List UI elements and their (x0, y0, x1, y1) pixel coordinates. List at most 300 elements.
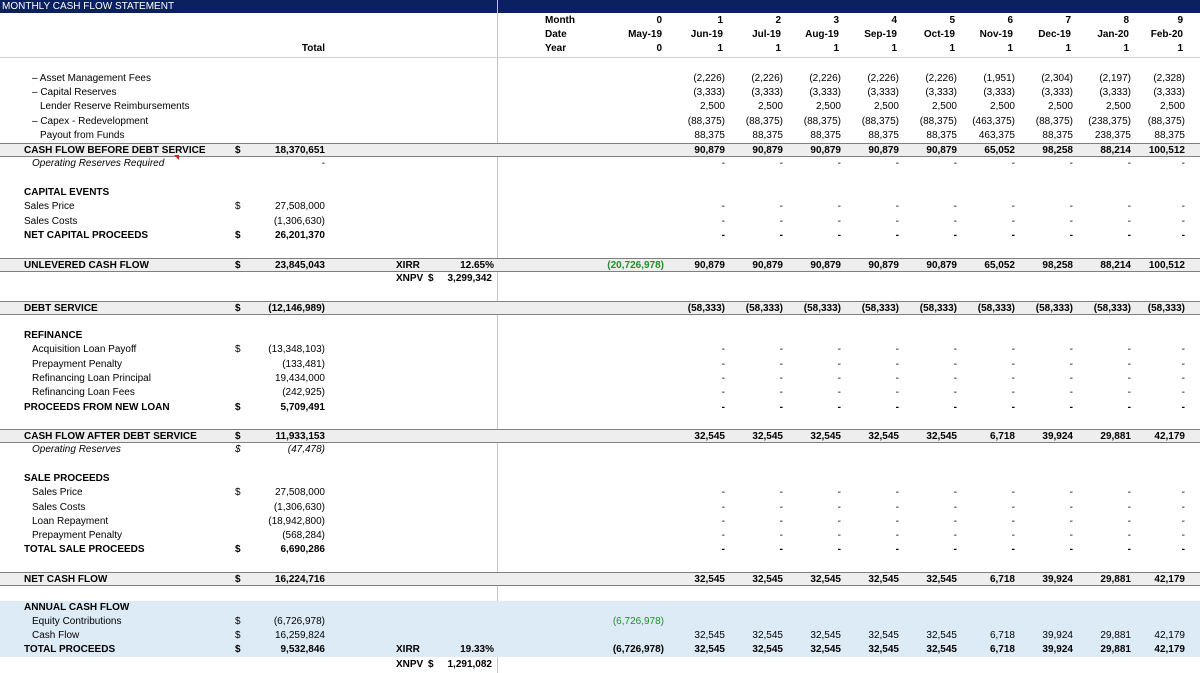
sheet-row (0, 229, 1200, 243)
month-value: - (1069, 230, 1073, 241)
month-value: 88,375 (1042, 130, 1073, 141)
month-value: 32,545 (752, 431, 783, 442)
month-value: 39,924 (1042, 431, 1073, 442)
month-value: - (953, 402, 957, 413)
row-total: (6,726,978) (273, 616, 325, 627)
month-value: - (895, 359, 899, 370)
month-value: - (721, 373, 725, 384)
currency-symbol: $ (235, 574, 241, 585)
sheet-row (0, 601, 1200, 615)
month-value: 88,375 (1154, 130, 1185, 141)
month-value: 2,500 (989, 101, 1015, 112)
xnpv-currency: $ (428, 273, 434, 284)
month-value: 32,545 (926, 644, 957, 655)
month-value: 88,375 (752, 130, 783, 141)
month-value: 32,545 (810, 630, 841, 641)
currency-symbol: $ (235, 260, 241, 271)
month-value: - (953, 487, 957, 498)
month-value: 88,375 (868, 130, 899, 141)
month-value: - (837, 359, 841, 370)
month-value: 39,924 (1042, 644, 1073, 655)
month-value: - (1011, 402, 1015, 413)
month-value: 32,545 (694, 574, 725, 585)
row-label: Payout from Funds (40, 130, 125, 141)
month-value: - (779, 201, 783, 212)
month-value: - (1181, 516, 1185, 527)
month-value: - (1011, 201, 1015, 212)
row-label: Sales Costs (32, 502, 86, 513)
row-label: Refinancing Loan Principal (32, 373, 151, 384)
month-value: 2,500 (873, 101, 899, 112)
month-value: 32,545 (810, 574, 841, 585)
month-value: - (779, 516, 783, 527)
month-value: - (721, 487, 725, 498)
month-value: (2,226) (925, 73, 957, 84)
currency-symbol: $ (235, 644, 241, 655)
month-value: - (1011, 544, 1015, 555)
month-value: - (1069, 516, 1073, 527)
month-value: - (837, 530, 841, 541)
header-year-cell: 1 (1123, 43, 1129, 54)
month-value: - (1011, 158, 1015, 169)
xnpv-label: XNPV (396, 659, 424, 670)
month-value: 90,879 (868, 260, 899, 271)
month-value: (88,375) (1035, 116, 1073, 127)
header-date-cell: Jun-19 (690, 29, 723, 40)
month-value: - (1181, 544, 1185, 555)
header-date-cell: Jan-20 (1097, 29, 1129, 40)
month-value: - (1069, 216, 1073, 227)
month-value: - (1181, 344, 1185, 355)
month-value: - (1011, 530, 1015, 541)
month-value: - (953, 373, 957, 384)
month-value: (88,375) (1147, 116, 1185, 127)
row-label: NET CASH FLOW (24, 574, 108, 585)
month-value: - (1011, 502, 1015, 513)
row-label: TOTAL PROCEEDS (24, 644, 116, 655)
month-value: 42,179 (1154, 644, 1185, 655)
month-value: - (721, 158, 725, 169)
month-value: - (953, 516, 957, 527)
month-value: (463,375) (972, 116, 1015, 127)
month-value: - (1127, 359, 1131, 370)
month-value: - (837, 201, 841, 212)
row-total: 16,259,824 (274, 630, 325, 641)
month-value: - (1127, 158, 1131, 169)
month-value: (58,333) (1147, 303, 1185, 314)
month-value: (58,333) (1035, 303, 1073, 314)
header-year-cell: 1 (833, 43, 839, 54)
row-total: 26,201,370 (274, 230, 325, 241)
month-value: (88,375) (687, 116, 725, 127)
month-value: - (1181, 387, 1185, 398)
month-value: 90,879 (926, 260, 957, 271)
month-value: - (1069, 487, 1073, 498)
xnpv-value: 1,291,082 (447, 659, 492, 670)
row-total: 5,709,491 (280, 402, 325, 413)
header-year-cell: 0 (656, 43, 662, 54)
month-value: 2,500 (931, 101, 957, 112)
month-value: (3,333) (925, 87, 957, 98)
month-value: 2,500 (1159, 101, 1185, 112)
month-value: - (895, 373, 899, 384)
row-total: (13,348,103) (268, 344, 325, 355)
currency-symbol: $ (235, 402, 241, 413)
month-value: 32,545 (752, 644, 783, 655)
month-value: (3,333) (1099, 87, 1131, 98)
sheet-row (0, 501, 1200, 515)
month-value: - (895, 230, 899, 241)
sheet-row (0, 200, 1200, 214)
row-total: - (321, 158, 325, 169)
month-value: - (1127, 344, 1131, 355)
month-value: 463,375 (978, 130, 1015, 141)
xirr-value: 12.65% (460, 260, 494, 271)
month-value: - (1069, 359, 1073, 370)
month-value: - (779, 158, 783, 169)
month-value: - (1127, 516, 1131, 527)
month-value: - (837, 387, 841, 398)
sheet-row (0, 543, 1200, 557)
row-label: UNLEVERED CASH FLOW (24, 260, 149, 271)
month-value: - (953, 201, 957, 212)
month-value: - (779, 387, 783, 398)
row-label: Operating Reserves Required (32, 158, 165, 169)
row-total: 16,224,716 (274, 574, 325, 585)
sheet-row (0, 486, 1200, 500)
row-total: 19,434,000 (274, 373, 325, 384)
header-year-cell: 1 (1007, 43, 1013, 54)
month-value: - (895, 516, 899, 527)
row-label: Sales Price (32, 487, 83, 498)
month-value: - (837, 502, 841, 513)
xirr-label: XIRR (396, 644, 420, 655)
row-label: Sales Price (24, 201, 75, 212)
header-separator (0, 57, 1200, 58)
month-value: - (837, 216, 841, 227)
row-total: 11,933,153 (275, 431, 325, 442)
row-label: DEBT SERVICE (24, 303, 98, 314)
month-value: - (721, 344, 725, 355)
row-total: 23,845,043 (274, 260, 325, 271)
row-label: – Capex - Redevelopment (32, 116, 149, 127)
row-total: (133,481) (282, 359, 325, 370)
currency-symbol: $ (235, 303, 241, 314)
month-value: - (953, 502, 957, 513)
xnpv-currency: $ (428, 659, 434, 670)
month-value: - (1127, 487, 1131, 498)
month-value: - (895, 402, 899, 413)
sheet-row (0, 386, 1200, 400)
header-year-cell: 1 (1065, 43, 1071, 54)
month-value: - (1181, 216, 1185, 227)
month-value: 32,545 (810, 431, 841, 442)
month-value: - (721, 516, 725, 527)
month-value: (20,726,978) (607, 260, 664, 271)
month-value: (58,333) (745, 303, 783, 314)
month-value: - (895, 544, 899, 555)
month-value: - (1181, 402, 1185, 413)
month-value: - (1069, 402, 1073, 413)
currency-symbol: $ (235, 444, 241, 455)
sheet-row (0, 358, 1200, 372)
row-label: Acquisition Loan Payoff (32, 344, 137, 355)
sheet-row (0, 157, 1200, 171)
month-value: (238,375) (1088, 116, 1131, 127)
currency-symbol: $ (235, 344, 241, 355)
header-row-label: Month (545, 15, 575, 26)
month-value: 6,718 (989, 574, 1015, 585)
month-value: 32,545 (694, 431, 725, 442)
month-value: 2,500 (815, 101, 841, 112)
month-value: - (1011, 373, 1015, 384)
month-value: - (779, 344, 783, 355)
currency-symbol: $ (235, 630, 241, 641)
row-total: (47,478) (287, 444, 325, 455)
row-total: 27,508,000 (274, 201, 325, 212)
month-value: - (895, 387, 899, 398)
month-value: (3,333) (983, 87, 1015, 98)
month-value: - (1181, 230, 1185, 241)
header-month-cell: 9 (1177, 15, 1183, 26)
header-date-cell: Aug-19 (805, 29, 839, 40)
month-value: - (1127, 387, 1131, 398)
month-value: (6,726,978) (612, 616, 664, 627)
currency-symbol: $ (235, 616, 241, 627)
sheet-row (0, 343, 1200, 357)
month-value: 6,718 (989, 644, 1015, 655)
month-value: (3,333) (1153, 87, 1185, 98)
sheet-row (0, 86, 1200, 100)
header-year-cell: 1 (775, 43, 781, 54)
month-value: - (721, 502, 725, 513)
sheet-row (0, 258, 1200, 272)
month-value: - (1011, 230, 1015, 241)
month-value: (2,226) (693, 73, 725, 84)
row-total: (568,284) (282, 530, 325, 541)
month-value: 65,052 (984, 145, 1015, 156)
month-value: - (895, 487, 899, 498)
month-value: - (1011, 387, 1015, 398)
month-value: 90,879 (694, 145, 725, 156)
sheet-row (0, 572, 1200, 586)
row-label: ANNUAL CASH FLOW (24, 602, 130, 613)
month-value: (1,951) (983, 73, 1015, 84)
month-value: 98,258 (1042, 145, 1073, 156)
row-label: Cash Flow (32, 630, 80, 641)
month-value: 88,214 (1100, 145, 1131, 156)
total-column-header: Total (301, 43, 325, 54)
month-value: - (837, 158, 841, 169)
month-value: - (1127, 402, 1131, 413)
month-value: - (1069, 158, 1073, 169)
month-value: - (1127, 216, 1131, 227)
month-value: 32,545 (694, 644, 725, 655)
row-label: Operating Reserves (32, 444, 121, 455)
month-value: - (779, 487, 783, 498)
month-value: 90,879 (810, 145, 841, 156)
month-value: 65,052 (984, 260, 1015, 271)
month-value: - (953, 344, 957, 355)
month-value: - (1011, 487, 1015, 498)
month-value: - (1181, 487, 1185, 498)
month-value: (3,333) (751, 87, 783, 98)
month-value: - (779, 230, 783, 241)
month-value: 90,879 (868, 145, 899, 156)
row-total: 6,690,286 (280, 544, 325, 555)
month-value: - (1069, 201, 1073, 212)
sheet-row (0, 143, 1200, 157)
xirr-label: XIRR (396, 260, 420, 271)
month-value: - (779, 544, 783, 555)
month-value: - (721, 201, 725, 212)
month-value: - (721, 387, 725, 398)
month-value: 88,214 (1100, 260, 1131, 271)
month-value: 2,500 (757, 101, 783, 112)
row-total: 27,508,000 (274, 487, 325, 498)
month-value: - (1069, 387, 1073, 398)
xirr-value: 19.33% (460, 644, 494, 655)
month-value: 32,545 (926, 630, 957, 641)
sheet-row (0, 615, 1200, 629)
month-value: - (1127, 373, 1131, 384)
header-date-cell: May-19 (628, 29, 662, 40)
month-value: 32,545 (868, 574, 899, 585)
row-label: REFINANCE (24, 330, 83, 341)
month-value: - (837, 516, 841, 527)
month-value: - (779, 373, 783, 384)
month-value: 32,545 (752, 574, 783, 585)
row-label: PROCEEDS FROM NEW LOAN (24, 402, 170, 413)
row-label: Loan Repayment (32, 516, 109, 527)
month-value: 39,924 (1042, 574, 1073, 585)
month-value: 42,179 (1154, 574, 1185, 585)
sheet-row (0, 401, 1200, 415)
month-value: 88,375 (810, 130, 841, 141)
row-label: Prepayment Penalty (32, 359, 123, 370)
month-value: 90,879 (810, 260, 841, 271)
sheet-row (0, 215, 1200, 229)
header-month-cell: 3 (833, 15, 839, 26)
sheet-title: MONTHLY CASH FLOW STATEMENT (2, 1, 175, 12)
month-value: - (779, 530, 783, 541)
sheet-row (0, 372, 1200, 386)
month-value: 6,718 (989, 630, 1015, 641)
month-value: - (1181, 359, 1185, 370)
month-value: 2,500 (1105, 101, 1131, 112)
row-total: 9,532,846 (280, 644, 325, 655)
month-value: 32,545 (810, 644, 841, 655)
row-label: Lender Reserve Reimbursements (40, 101, 190, 112)
header-month-cell: 6 (1007, 15, 1013, 26)
month-value: (6,726,978) (612, 644, 664, 655)
row-label: Refinancing Loan Fees (32, 387, 135, 398)
sheet-row (0, 100, 1200, 114)
month-value: 90,879 (694, 260, 725, 271)
month-value: (58,333) (687, 303, 725, 314)
month-value: - (1127, 502, 1131, 513)
month-value: - (953, 216, 957, 227)
month-value: (2,226) (751, 73, 783, 84)
month-value: 90,879 (752, 145, 783, 156)
month-value: (2,304) (1041, 73, 1073, 84)
row-label: CASH FLOW AFTER DEBT SERVICE (24, 431, 197, 442)
header-row-label: Date (545, 29, 567, 40)
month-value: (58,333) (919, 303, 957, 314)
month-value: - (1181, 373, 1185, 384)
sheet-row (0, 429, 1200, 443)
row-label: Sales Costs (24, 216, 78, 227)
row-label: NET CAPITAL PROCEEDS (24, 230, 149, 241)
month-value: (2,226) (867, 73, 899, 84)
currency-symbol: $ (235, 544, 241, 555)
month-value: - (721, 216, 725, 227)
header-date-cell: Sep-19 (864, 29, 897, 40)
row-total: (242,925) (282, 387, 325, 398)
header-month-cell: 1 (717, 15, 723, 26)
header-date-cell: Nov-19 (979, 29, 1013, 40)
month-value: 29,881 (1100, 431, 1131, 442)
sheet-row (0, 472, 1200, 486)
month-value: - (895, 201, 899, 212)
month-value: (3,333) (1041, 87, 1073, 98)
row-label: SALE PROCEEDS (24, 473, 110, 484)
row-total: (1,306,630) (273, 502, 325, 513)
month-value: 32,545 (752, 630, 783, 641)
header-date-cell: Dec-19 (1038, 29, 1071, 40)
currency-symbol: $ (235, 145, 241, 156)
header-year-cell: 1 (891, 43, 897, 54)
sheet-row (0, 658, 1200, 672)
month-value: (3,333) (693, 87, 725, 98)
header-month-cell: 7 (1065, 15, 1071, 26)
month-value: 2,500 (1047, 101, 1073, 112)
month-value: - (953, 230, 957, 241)
header-date-cell: Oct-19 (923, 29, 955, 40)
header-month-cell: 0 (656, 15, 662, 26)
month-value: 32,545 (694, 630, 725, 641)
month-value: 6,718 (989, 431, 1015, 442)
month-value: - (1181, 502, 1185, 513)
month-value: - (721, 544, 725, 555)
month-value: 32,545 (868, 630, 899, 641)
month-value: 100,512 (1148, 145, 1185, 156)
xnpv-label: XNPV (396, 273, 424, 284)
sheet-row (0, 272, 1200, 286)
month-value: - (721, 530, 725, 541)
row-total: (1,306,630) (273, 216, 325, 227)
month-value: (2,197) (1099, 73, 1131, 84)
header-date-cell: Jul-19 (752, 29, 781, 40)
month-value: - (837, 373, 841, 384)
header-month-cell: 4 (891, 15, 897, 26)
month-value: (3,333) (867, 87, 899, 98)
month-value: (2,328) (1153, 73, 1185, 84)
month-value: - (721, 402, 725, 413)
month-value: 39,924 (1042, 630, 1073, 641)
month-value: - (895, 344, 899, 355)
month-value: 29,881 (1100, 574, 1131, 585)
month-value: - (895, 216, 899, 227)
sheet-row (0, 629, 1200, 643)
month-value: 32,545 (926, 431, 957, 442)
month-value: (88,375) (919, 116, 957, 127)
row-total: 18,370,651 (274, 145, 325, 156)
month-value: 90,879 (752, 260, 783, 271)
month-value: - (1127, 230, 1131, 241)
row-label: – Capital Reserves (32, 87, 117, 98)
month-value: - (721, 230, 725, 241)
